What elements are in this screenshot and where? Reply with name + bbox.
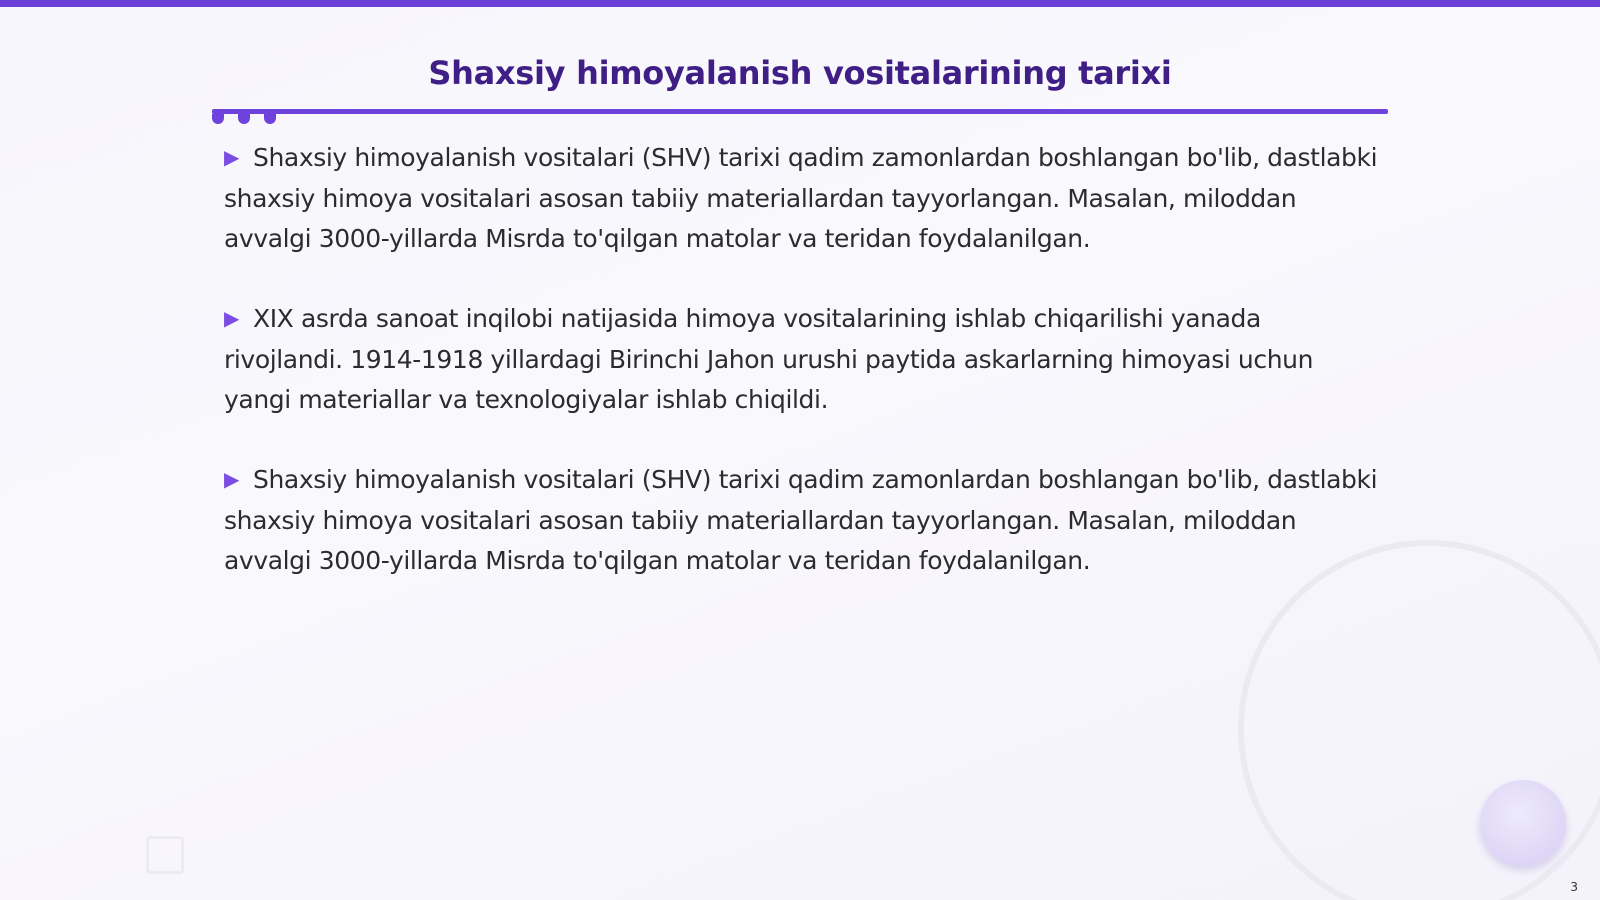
- underline-dot-2: [238, 114, 250, 124]
- paragraph-text: Shaxsiy himoyalanish vositalari (SHV) tarixi qadim zamonlardan boshlangan bo'lib, dastlabki shaxsiy himoya vositalari asosan tabiiy materiallardan tayyorlangan. Masalan, miloddan avvalgi 3000-yillarda Misrda to'qilgan matolar va teridan foydalanilgan.: [224, 143, 1378, 253]
- decorative-square: [146, 836, 184, 874]
- paragraph-text: XIX asrda sanoat inqilobi natijasida himoya vositalarining ishlab chiqarilishi yanada rivojlandi. 1914-1918 yillardagi Birinchi Jahon urushi paytida askarlarning himoyasi uchun yangi materiallar va texnologiyalar ishlab chiqildi.: [224, 304, 1314, 414]
- triangle-right-icon: ▶: [224, 306, 239, 330]
- page-number: 3: [1570, 880, 1578, 894]
- slide-title: Shaxsiy himoyalanish vositalarining tarixi: [428, 54, 1172, 92]
- bullet-paragraph-3: [224, 460, 1384, 581]
- bullet-list: [224, 138, 1384, 621]
- triangle-right-icon: ▶: [224, 145, 239, 169]
- underline-dot-3: [264, 114, 276, 124]
- bullet-paragraph-1: [224, 138, 1384, 259]
- title-underline: [212, 109, 1388, 114]
- underline-dot-1: [212, 114, 224, 124]
- paragraph-text: Shaxsiy himoyalanish vositalari (SHV) tarixi qadim zamonlardan boshlangan bo'lib, dastlabki shaxsiy himoya vositalari asosan tabiiy materiallardan tayyorlangan. Masalan, miloddan avvalgi 3000-yillarda Misrda to'qilgan matolar va teridan foydalanilgan.: [224, 465, 1378, 575]
- bullet-paragraph-2: [224, 299, 1384, 420]
- decorative-orb: [1480, 780, 1566, 866]
- top-accent-bar: [0, 0, 1600, 7]
- triangle-right-icon: ▶: [224, 467, 239, 491]
